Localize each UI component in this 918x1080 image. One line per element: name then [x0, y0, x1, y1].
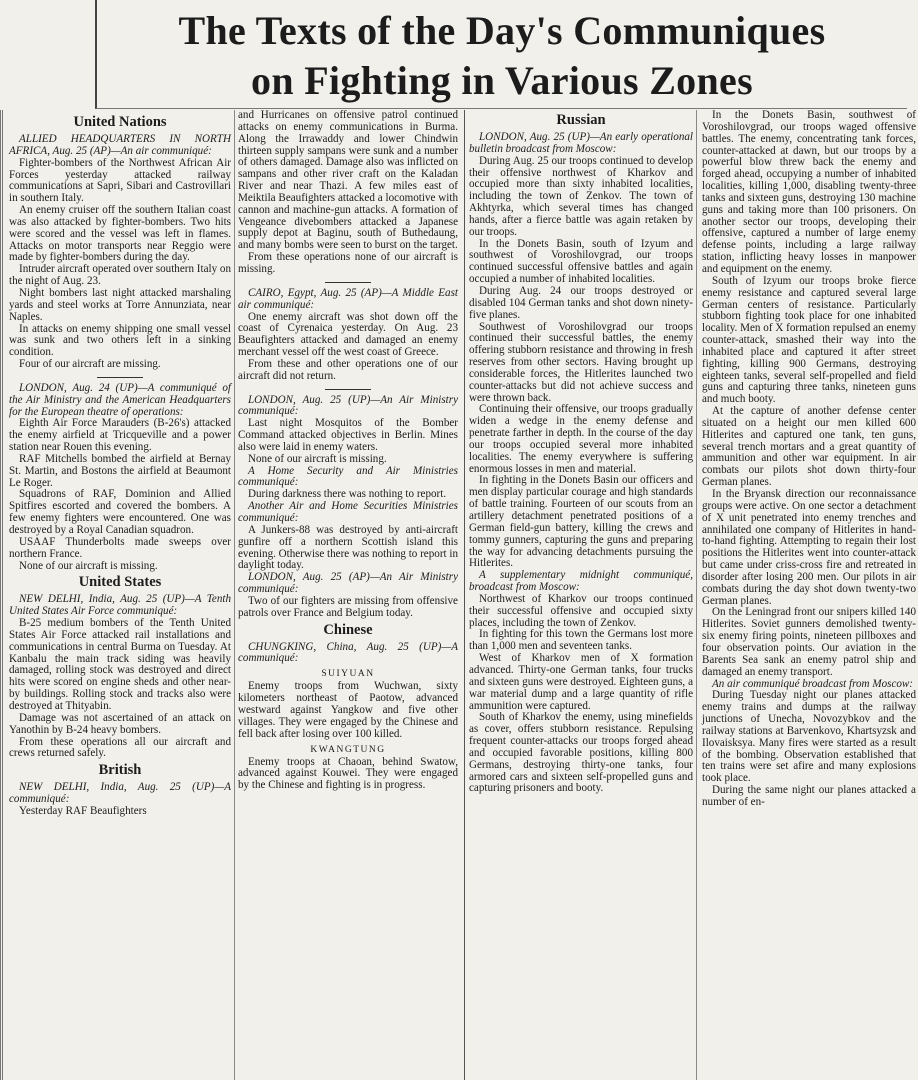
paragraph: One enemy aircraft was shot down off the coast of Cyrenaica yesterday. On Aug. 23 Beaufighters attacked and damaged an enemy merchant vessel off the west coast of Greece. [238, 310, 458, 359]
paragraph: Yesterday RAF Beaufighters [19, 804, 147, 817]
paragraph: South of Kharkov the enemy, using minefields as cover, offers stubborn resistance. Repulsing frequent counter-attacks our troops forged ahead and occupied favorable positions, killing 800 Germans, destroying thirty-one tanks, four armored cars and sixteen self-propelled guns and capturing prisoners and booty. [469, 711, 693, 795]
paragraph: A Junkers-88 was destroyed by anti-aircraft gunfire off a northern Scottish island this evening. Otherwise there was nothing to report in daylight today. [238, 523, 458, 572]
dateline: NEW DELHI, India, Aug. 25 (UP)—A Tenth United States Air Force communiqué: [9, 593, 231, 618]
dateline: A Home Security and Air Ministries communiqué: [238, 464, 458, 489]
section-heading-united-states: United States [78, 574, 162, 591]
column-3 [464, 110, 697, 1080]
paragraph: During Tuesday night our planes attacked enemy trains and dumps at the railway junctions of Unecha, Novozybkov and the railway stations at Barvenkovo, Khartsyzsk and Ilovaisksya. Many fires were started as a result of the bombing. Observation established that ten trains were set afire and many explosions took place. [702, 689, 916, 785]
paragraph: None of our aircraft is missing. [19, 559, 158, 572]
dateline: LONDON, Aug. 25 (AP)—An Air Ministry communiqué: [238, 571, 458, 596]
paragraph: From these operations all our aircraft and crews returned safely. [9, 735, 231, 760]
paragraph: During the same night our planes attacked a number of en- [702, 784, 916, 808]
paragraph: In fighting for this town the Germans lost more than 1,000 men and seventeen tanks. [469, 628, 693, 653]
dateline: CAIRO, Egypt, Aug. 25 (AP)—A Middle East air communiqué: [238, 286, 458, 311]
paragraph: Southwest of Voroshilovgrad our troops continued their successful battles, the enemy offering stubborn resistance and throwing in fresh reserves from other sectors. Having brought up considerable forces, the Hitlerites launched two counter-attacks but did not achieve success and were thrown back. [469, 320, 693, 404]
paragraph: Four of our aircraft are missing. [19, 358, 161, 371]
paragraph: Eighth Air Force Marauders (B-26's) attacked the enemy airfield at Tricqueville and a power station near Rouen this evening. [9, 417, 231, 454]
paragraph: During Aug. 24 our troops destroyed or disabled 104 German tanks and shot down ninety-five planes. [469, 284, 693, 321]
paragraph: South of Izyum our troops broke fierce enemy resistance and captured several large German centers of resistance. Particularly stubborn fighting took place for one inhabited locality. Men of X formation repulsed an enemy counter-attack, smashed their way into the inhabited place and captured it after street fighting, killing 900 Germans, destroying eighteen tanks, several self-propelled and field guns and capturing three tanks, nineteen guns and much booty. [702, 274, 916, 406]
dateline: A supplementary midnight communiqué, broadcast from Moscow: [469, 569, 693, 594]
column-2 [234, 110, 462, 1080]
dateline: LONDON, Aug. 25 (UP)—An Air Ministry communiqué: [238, 393, 458, 418]
divider [325, 389, 371, 390]
subheading-kwangtung: KWANGTUNG [310, 744, 386, 755]
headline-line-2: on Fighting in Various Zones [251, 58, 753, 103]
paragraph: In fighting in the Donets Basin our officers and men display particular courage and high standards of battle training. Fourteen of our scouts from an artillery detachment penetrated positions of a German field-gun battery, killing the crews and tommy gunners, capturing the guns and preparing the way for advancing detachments pursuing the Hitlerites. [469, 474, 693, 570]
section-heading-united-nations: United Nations [73, 114, 167, 130]
dateline: Another Air and Home Securities Ministries communiqué: [238, 500, 458, 524]
section-heading-russian: Russian [556, 112, 606, 128]
paragraph: In the Bryansk direction our reconnaissance groups were active. On one sector a detachment of X unit penetrated into enemy trenches and annihilated one company of Hitlerites in hand-to-hand fighting. Attempting to regain their lost positions the Hitlerites went into counter-attack but came under criss-cross fire and retreated in disorder after losing 200 men. Our pilots in air combats during the day shot down twenty-two German planes. [702, 488, 916, 607]
paragraph: B-25 medium bombers of the Tenth United States Air Force attacked rail installations and communications in central Burma on Tuesday. At Kanbalu the main track siding was heavily damaged, rolling stock was destroyed and direct hits were scored on engine sheds and other near-by buildings. Rolling stock and tracks also were destroyed at Thityabin. [9, 617, 231, 712]
paragraph: During Aug. 25 our troops continued to develop their offensive northwest of Kharkov and occupied more than sixty inhabited localities, including the town of Zenkov. The town of Akhtyrka, which several times has changed hands, after a fierce battle was again retaken by our troops. [469, 154, 693, 238]
paragraph: On the Leningrad front our snipers killed 140 Hitlerites. Soviet gunners demolished twenty-six enemy firing points, nineteen pillboxes and four observation points. Our aviation in the Barents Sea sank an enemy patrol ship and damaged an enemy transport. [702, 606, 916, 678]
headline-line-1: The Texts of the Day's Communiques [178, 8, 826, 53]
paragraph: Enemy troops at Chaoan, behind Swatow, advanced against Kouwei. They were engaged by the Chinese and fighting is in progress. [238, 755, 458, 792]
paragraph: Two of our fighters are missing from offensive patrols over France and Belgium today. [238, 594, 458, 619]
divider [97, 377, 143, 378]
paragraph: Last night Mosquitos of the Bomber Command attacked objectives in Berlin. Mines also were laid in enemy waters. [238, 417, 458, 453]
dateline: An air communiqué broadcast from Moscow: [712, 677, 914, 690]
paragraph: Intruder aircraft operated over southern Italy on the night of Aug. 23. [9, 263, 231, 288]
section-heading-british: British [98, 762, 142, 779]
dateline: LONDON, Aug. 25 (UP)—An early operational bulletin broadcast from Moscow: [469, 131, 693, 155]
paragraph: None of our aircraft is missing. [248, 452, 387, 465]
paragraph: RAF Mitchells bombed the airfield at Bernay St. Martin, and Bostons the airfield at Beaumont Le Roger. [9, 452, 231, 489]
subheading-suiyuan: SUIYUAN [321, 669, 375, 680]
paragraph: In the Donets Basin, south of Izyum and southwest of Voroshilovgrad, our troops continued successful offensive battles and again occupied a number of inhabited localities. [469, 237, 693, 286]
paragraph: Northwest of Kharkov our troops continued their successful offensive and occupied sixty places, including the town of Zenkov. [469, 592, 693, 629]
paragraph: From these operations none of our aircraft is missing. [238, 251, 458, 275]
paragraph: Enemy troops from Wuchwan, sixty kilometers northeast of Paotow, advanced westward against Yangkow and five other villages. They were engaged by the Chinese and fell back after losing over 100 killed. [238, 680, 458, 740]
paragraph: An enemy cruiser off the southern Italian coast was also attacked by fighter-bombers. Two hits were scored and the vessel was left in flames. Attacks on motor transports near Reggio were made by fighter-bombers during the day. [9, 204, 231, 264]
column-4 [698, 110, 918, 1080]
paragraph: and Hurricanes on offensive patrol continued attacks on enemy communications in Burma. Along the Irrawaddy and lower Chindwin thirteen supply sampans were sunk and a number of others damaged. Damage also was inflicted on sampans and other river craft on the Kaladan River and near Thazi. A few miles east of Meiktila Beaufighters attacked a locomotive with cannon and machine-gun attacks. A formation of Vengeance divebombers attacked a Japanese supply depot at Baginu, south of Buthedaung, and many bombs were seen to burst on the target. [238, 110, 458, 252]
section-heading-chinese: Chinese [323, 621, 373, 638]
paragraph: Night bombers last night attacked marshaling yards and steel works at Torre Annunziata, near Naples. [9, 286, 231, 323]
page-headline [95, 0, 907, 109]
dateline: NEW DELHI, India, Aug. 25 (UP)—A communiqué: [9, 781, 231, 806]
paragraph: USAAF Thunderbolts made sweeps over northern France. [9, 535, 231, 560]
paragraph: Continuing their offensive, our troops gradually widen a wedge in the enemy defense and penetrate farther in depth. In the course of the day our troops occupied several more inhabited localities. The enemy everywhere is suffering enormous losses in men and material. [469, 403, 693, 475]
paragraph: West of Kharkov men of X formation advanced. Thirty-one German tanks, four trucks and sixteen guns were destroyed. Eighteen guns, a war material dump and a large quantity of rifle ammunition were captured. [469, 652, 693, 712]
paragraph: In attacks on enemy shipping one small vessel was sunk and two others left in a sinking condition. [9, 322, 231, 359]
paragraph: At the capture of another defense center situated on a height our men killed 600 Hitlerites and captured one tank, ten guns, several trench mortars and a great quantity of ammunition and other war equipment. In air combats our pilots shot down thirty-four German planes. [702, 405, 916, 489]
dateline: LONDON, Aug. 24 (UP)—A communiqué of the Air Ministry and the American Headquarters for the European theatre of operations: [9, 381, 231, 418]
paragraph: During darkness there was nothing to report. [248, 488, 447, 501]
divider [325, 282, 371, 283]
paragraph: Squadrons of RAF, Dominion and Allied Spitfires escorted and covered the bombers. A few enemy fighters were encountered. One was destroyed by a Royal Canadian squadron. [9, 488, 231, 536]
paragraph: Damage was not ascertained of an attack on Yanothin by B-24 heavy bombers. [9, 711, 231, 736]
column-1 [0, 110, 237, 1080]
dateline: CHUNGKING, China, Aug. 25 (UP)—A communiqué: [238, 640, 458, 665]
paragraph: In the Donets Basin, southwest of Voroshilovgrad, our troops waged offensive battles. The enemy, concentrating tank forces, counter-attacked at dawn, but our troops by a powerful blow threw back the enemy and forged ahead, occupying a number of inhabited localities, killing 1,000, disabling twenty-three tanks and sixteen guns, destroying 130 machine guns and taking more than 100 prisoners. On another sector our troops, developing their offensive, captured a number of large enemy defense points, including a large railway station, inflicting heavy losses in manpower and equipment on the enemy. [702, 110, 916, 275]
dateline: ALLIED HEADQUARTERS IN NORTH AFRICA, Aug. 25 (AP)—An air communiqué: [9, 133, 231, 157]
paragraph: Fighter-bombers of the Northwest African Air Forces yesterday attacked railway communications at Sapri, Sibari and Castrovillari in southern Italy. [9, 156, 231, 205]
paragraph: From these and other operations one of our aircraft did not return. [238, 357, 458, 382]
